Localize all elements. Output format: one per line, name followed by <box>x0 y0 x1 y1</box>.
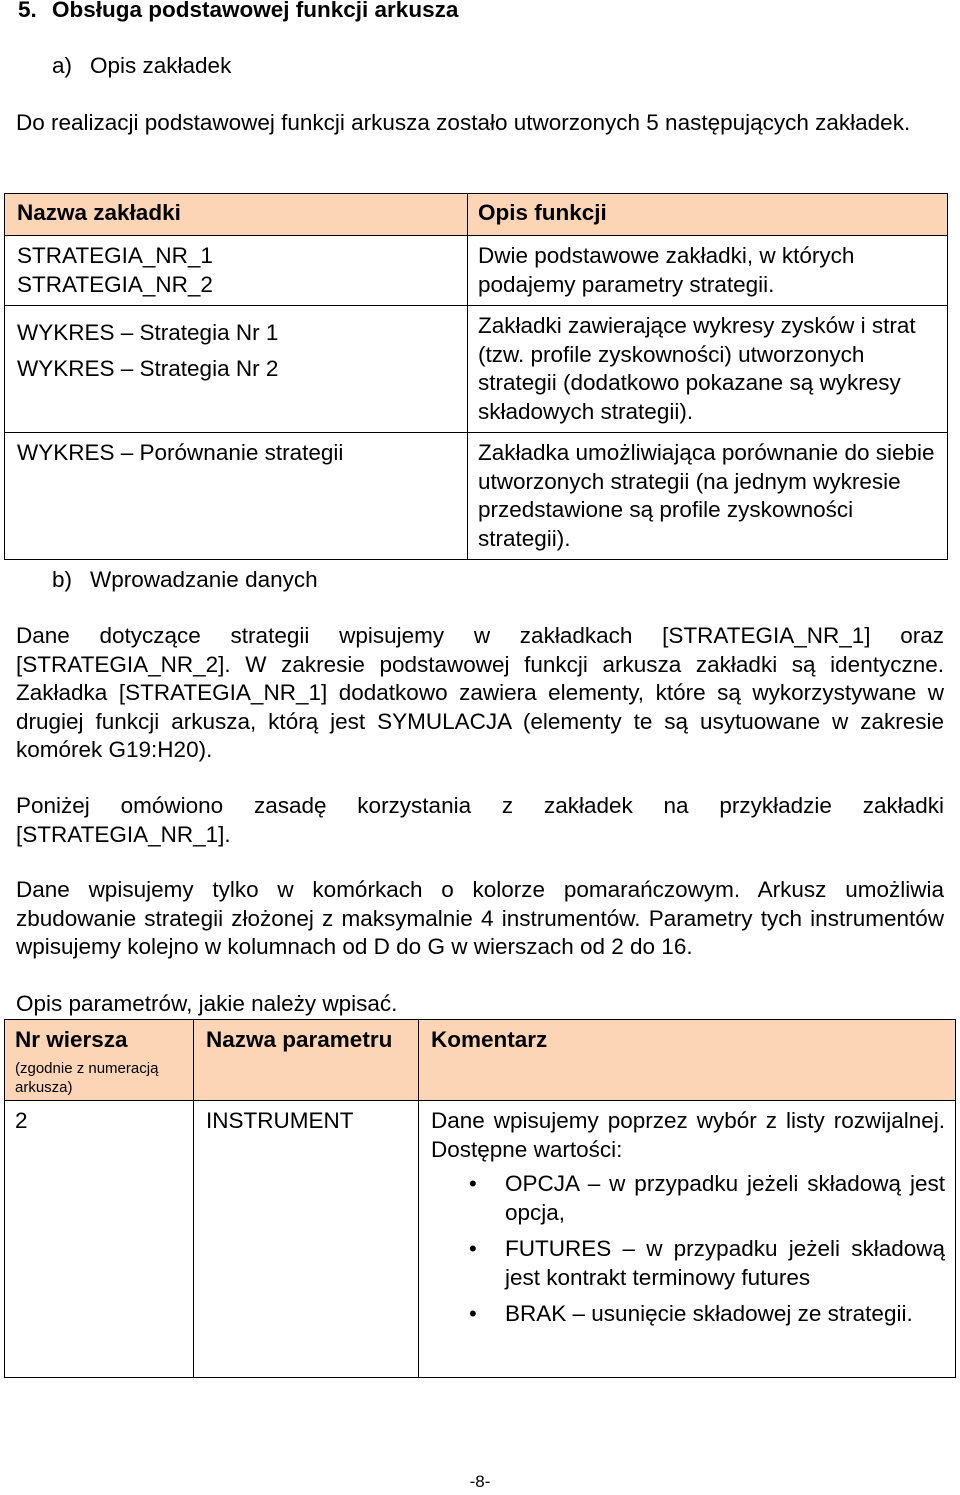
subsection-b-letter: b) <box>52 567 73 592</box>
table-row <box>5 306 948 433</box>
header-tab-name: Nazwa zakładki <box>5 194 468 236</box>
intro-paragraph: Do realizacji podstawowej funkcji arkusza zostało utworzonych 5 następujących zakładek. <box>16 110 911 135</box>
list-item: • BRAK – usunięcie składowej ze strategii. <box>431 1300 945 1329</box>
subsection-a-title: Opis zakładek <box>90 53 232 78</box>
parameter-name: INSTRUMENT <box>194 1101 419 1378</box>
tabs-table <box>4 193 948 560</box>
header-parameter-name: Nazwa parametru <box>194 1020 419 1101</box>
tab-name: STRATEGIA_NR_2 <box>17 271 213 297</box>
section-number: 5. <box>18 0 37 22</box>
tab-description: Zakładka umożliwiająca porównanie do siebie utworzonych strategii (na jednym wykresie przedstawione są profile zyskowności strategii). <box>468 433 948 560</box>
parameter-comment: Dane wpisujemy poprzez wybór z listy rozwijalnej. Dostępne wartości: <box>431 1108 945 1162</box>
header-comment: Komentarz <box>419 1020 956 1101</box>
list-item: • FUTURES – w przypadku jeżeli składową jest kontrakt terminowy futures <box>469 1236 945 1290</box>
body-paragraph: Opis parametrów, jakie należy wpisać. <box>16 991 398 1016</box>
subsection-a-letter: a) <box>52 53 73 78</box>
header-row-number: Nr wiersza <box>15 1027 128 1052</box>
subsection-a <box>52 52 231 81</box>
tab-name: WYKRES – Strategia Nr 2 <box>17 355 279 381</box>
tab-description: Dwie podstawowe zakładki, w których podajemy parametry strategii. <box>468 236 948 306</box>
options-list <box>431 1170 945 1329</box>
header-description: Opis funkcji <box>468 194 948 236</box>
table-row <box>5 433 948 560</box>
header-row-note: (zgodnie z numeracją arkusza) <box>15 1059 159 1096</box>
table-row <box>5 1101 956 1378</box>
tab-description: Zakładki zawierające wykresy zysków i strat (tzw. profile zyskowności) utworzonych strategii (dodatkowo pokazane są wykresy składowych strategii). <box>468 306 948 433</box>
table-row <box>5 236 948 306</box>
tab-name: WYKRES – Porównanie strategii <box>17 440 344 465</box>
parameters-table-header <box>5 1020 956 1101</box>
page-number: -8- <box>469 1472 491 1491</box>
body-paragraph: Dane dotyczące strategii wpisujemy w zakładkach [STRATEGIA_NR_1] oraz [STRATEGIA_NR_2]. W zakresie podstawowej funkcji arkusza zakładki są identyczne. Zakładka [STRATEGIA_NR_1] dodatkowo zawiera elementy, które są wykorzystywane w drugiej funkcji arkusza, którą jest SYMULACJA (elementy te są usytuowane w zakresie komórek G19:H20). <box>16 623 944 762</box>
list-item: • OPCJA – w przypadku jeżeli składową jest opcja, <box>469 1171 945 1225</box>
bullet-icon: • <box>469 1301 477 1326</box>
tab-name: WYKRES – Strategia Nr 1 <box>17 320 279 345</box>
bullet-icon: • <box>469 1171 477 1196</box>
subsection-b <box>52 566 318 595</box>
subsection-b-title: Wprowadzanie danych <box>90 567 318 592</box>
tabs-table-header <box>5 194 948 236</box>
tab-name: STRATEGIA_NR_1 <box>17 243 213 268</box>
row-number: 2 <box>5 1101 194 1378</box>
section-title: Obsługa podstawowej funkcji arkusza <box>52 0 459 22</box>
body-paragraph: Poniżej omówiono zasadę korzystania z zakładek na przykładzie zakładki [STRATEGIA_NR_1]. <box>16 793 944 847</box>
bullet-icon: • <box>469 1236 477 1261</box>
section-heading <box>18 0 458 25</box>
parameters-table <box>4 1019 956 1378</box>
body-paragraph: Dane wpisujemy tylko w komórkach o kolorze pomarańczowym. Arkusz umożliwia zbudowanie strategii złożonej z maksymalnie 4 instrumentów. Parametry tych instrumentów wpisujemy kolejno w kolumnach od D do G w wierszach od 2 do 16. <box>16 877 944 959</box>
